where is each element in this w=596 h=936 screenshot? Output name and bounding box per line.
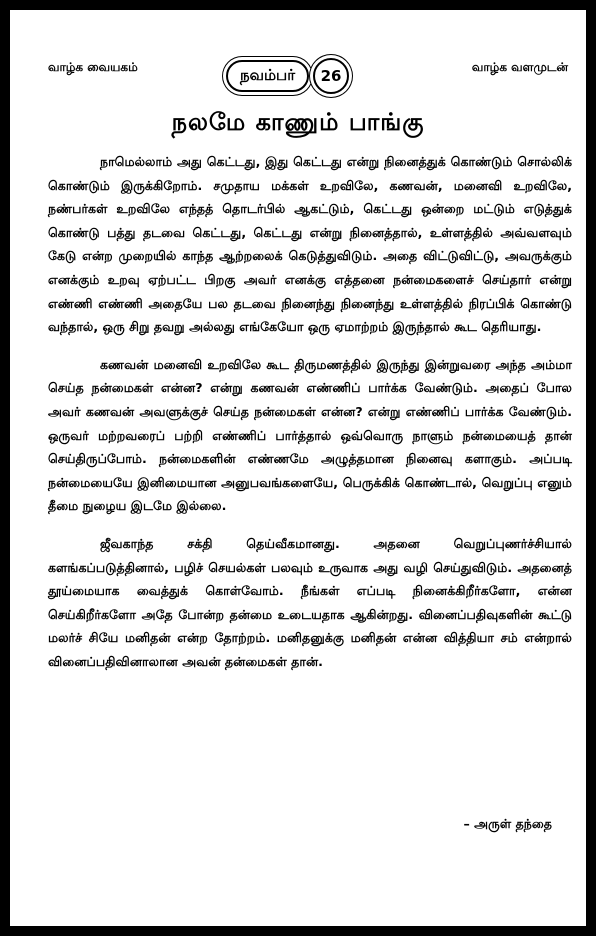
paragraph-1: நாமெல்லாம் அது கெட்டது, இது கெட்டது என்று நினைத்துக் கொண்டும் சொல்லிக் கொண்டும் இருக்கிறோம். சமுதாய மக்கள் உறவிலே, கணவன், மனைவி உறவிலே, நண்பர்கள் உறவிலே எந்தத் தொடர்பில் ஆகட்டும், கெட்டது ஒன்றை மட்டும் எடுத்துக் கொண்டு பத்து தடவை கெட்டது, கெட்டது என்று நினைத்தால், உள்ளத்தில் அவ்வளவும் கேடு என்ற முறையில் காந்த ஆற்றலைக் கெடுத்துவிடும். அதை விட்டுவிட்டு, அவருக்கும் எனக்கும் உறவு ஏற்பட்ட பிறகு அவர் எனக்கு எத்தனை நன்மைகளைச் செய்தார் என்று எண்ணி எண்ணி அதையே பல தடவை நினைந்து நினைந்து உள்ளத்தில் நிரப்பிக் கொண்டு வந்தால், ஒரு சிறு தவறு அல்லது எங்கேயோ ஒரு ஏமாற்றம் இருந்தால் கூட தெரியாது.: [48, 154, 572, 335]
header-right-text: வாழ்க வளமுடன்: [471, 60, 568, 74]
page: [10, 10, 586, 926]
article-body: [48, 150, 572, 687]
paragraph-2: கணவன் மனைவி உறவிலே கூட திருமணத்தில் இருந்து இன்றுவரை அந்த அம்மா செய்த நன்மைகள் என்ன? என்று கணவன் எண்ணிப் பார்க்க வேண்டும். அதைப் போல அவர் கணவன் அவளுக்குச் செய்த நன்மைகள் என்ன? என்று எண்ணிப் பார்க்க வேண்டும். ஒருவர் மற்றவரைப் பற்றி எண்ணிப் பார்த்தால் ஒவ்வொரு நாளும் நன்மையைத் தான் செய்திருப்போம். நன்மைகளின் எண்ணமே அழுத்தமான நினைவு களாகும். அப்படி நன்மையையே இனிமையான அனுபவங்களையே, பெருக்கிக் கொண்டால், வெறுப்பு எனும் தீமை நுழைய இடமே இல்லை.: [48, 356, 572, 514]
header: [10, 58, 586, 98]
paragraph-3: ஜீவகாந்த சக்தி தெய்வீகமானது. அதனை வெறுப்புணர்ச்சியால் களங்கப்படுத்தினால், பழிச் செயல்கள் பலவும் உருவாக அது வழி செய்துவிடும். அதனைத் தூய்மையாக வைத்துக் கொள்வோம். நீங்கள் எப்படி நினைக்கிறீர்களோ, என்ன செய்கிறீர்களோ அதே போன்ற தன்மை உடையதாக ஆகின்றது. வினைப்பதிவுகளின் கூட்டு மலர்ச் சியே மனிதன் என்ற தோற்றம். மனிதனுக்கு மனிதன் என்ன வித்தியா சம் என்றால் வினைப்பதிவினாலான அவன் தன்மைகள் தான்.: [48, 535, 572, 669]
day-number: 26: [313, 58, 349, 94]
header-left-text: வாழ்க வையகம்: [48, 60, 138, 74]
page-title: நலமே காணும் பாங்கு: [171, 108, 425, 136]
month-label: நவம்பர்: [226, 60, 309, 92]
signature: – அருள் தந்தை: [463, 816, 552, 831]
date-badge: [226, 58, 349, 94]
